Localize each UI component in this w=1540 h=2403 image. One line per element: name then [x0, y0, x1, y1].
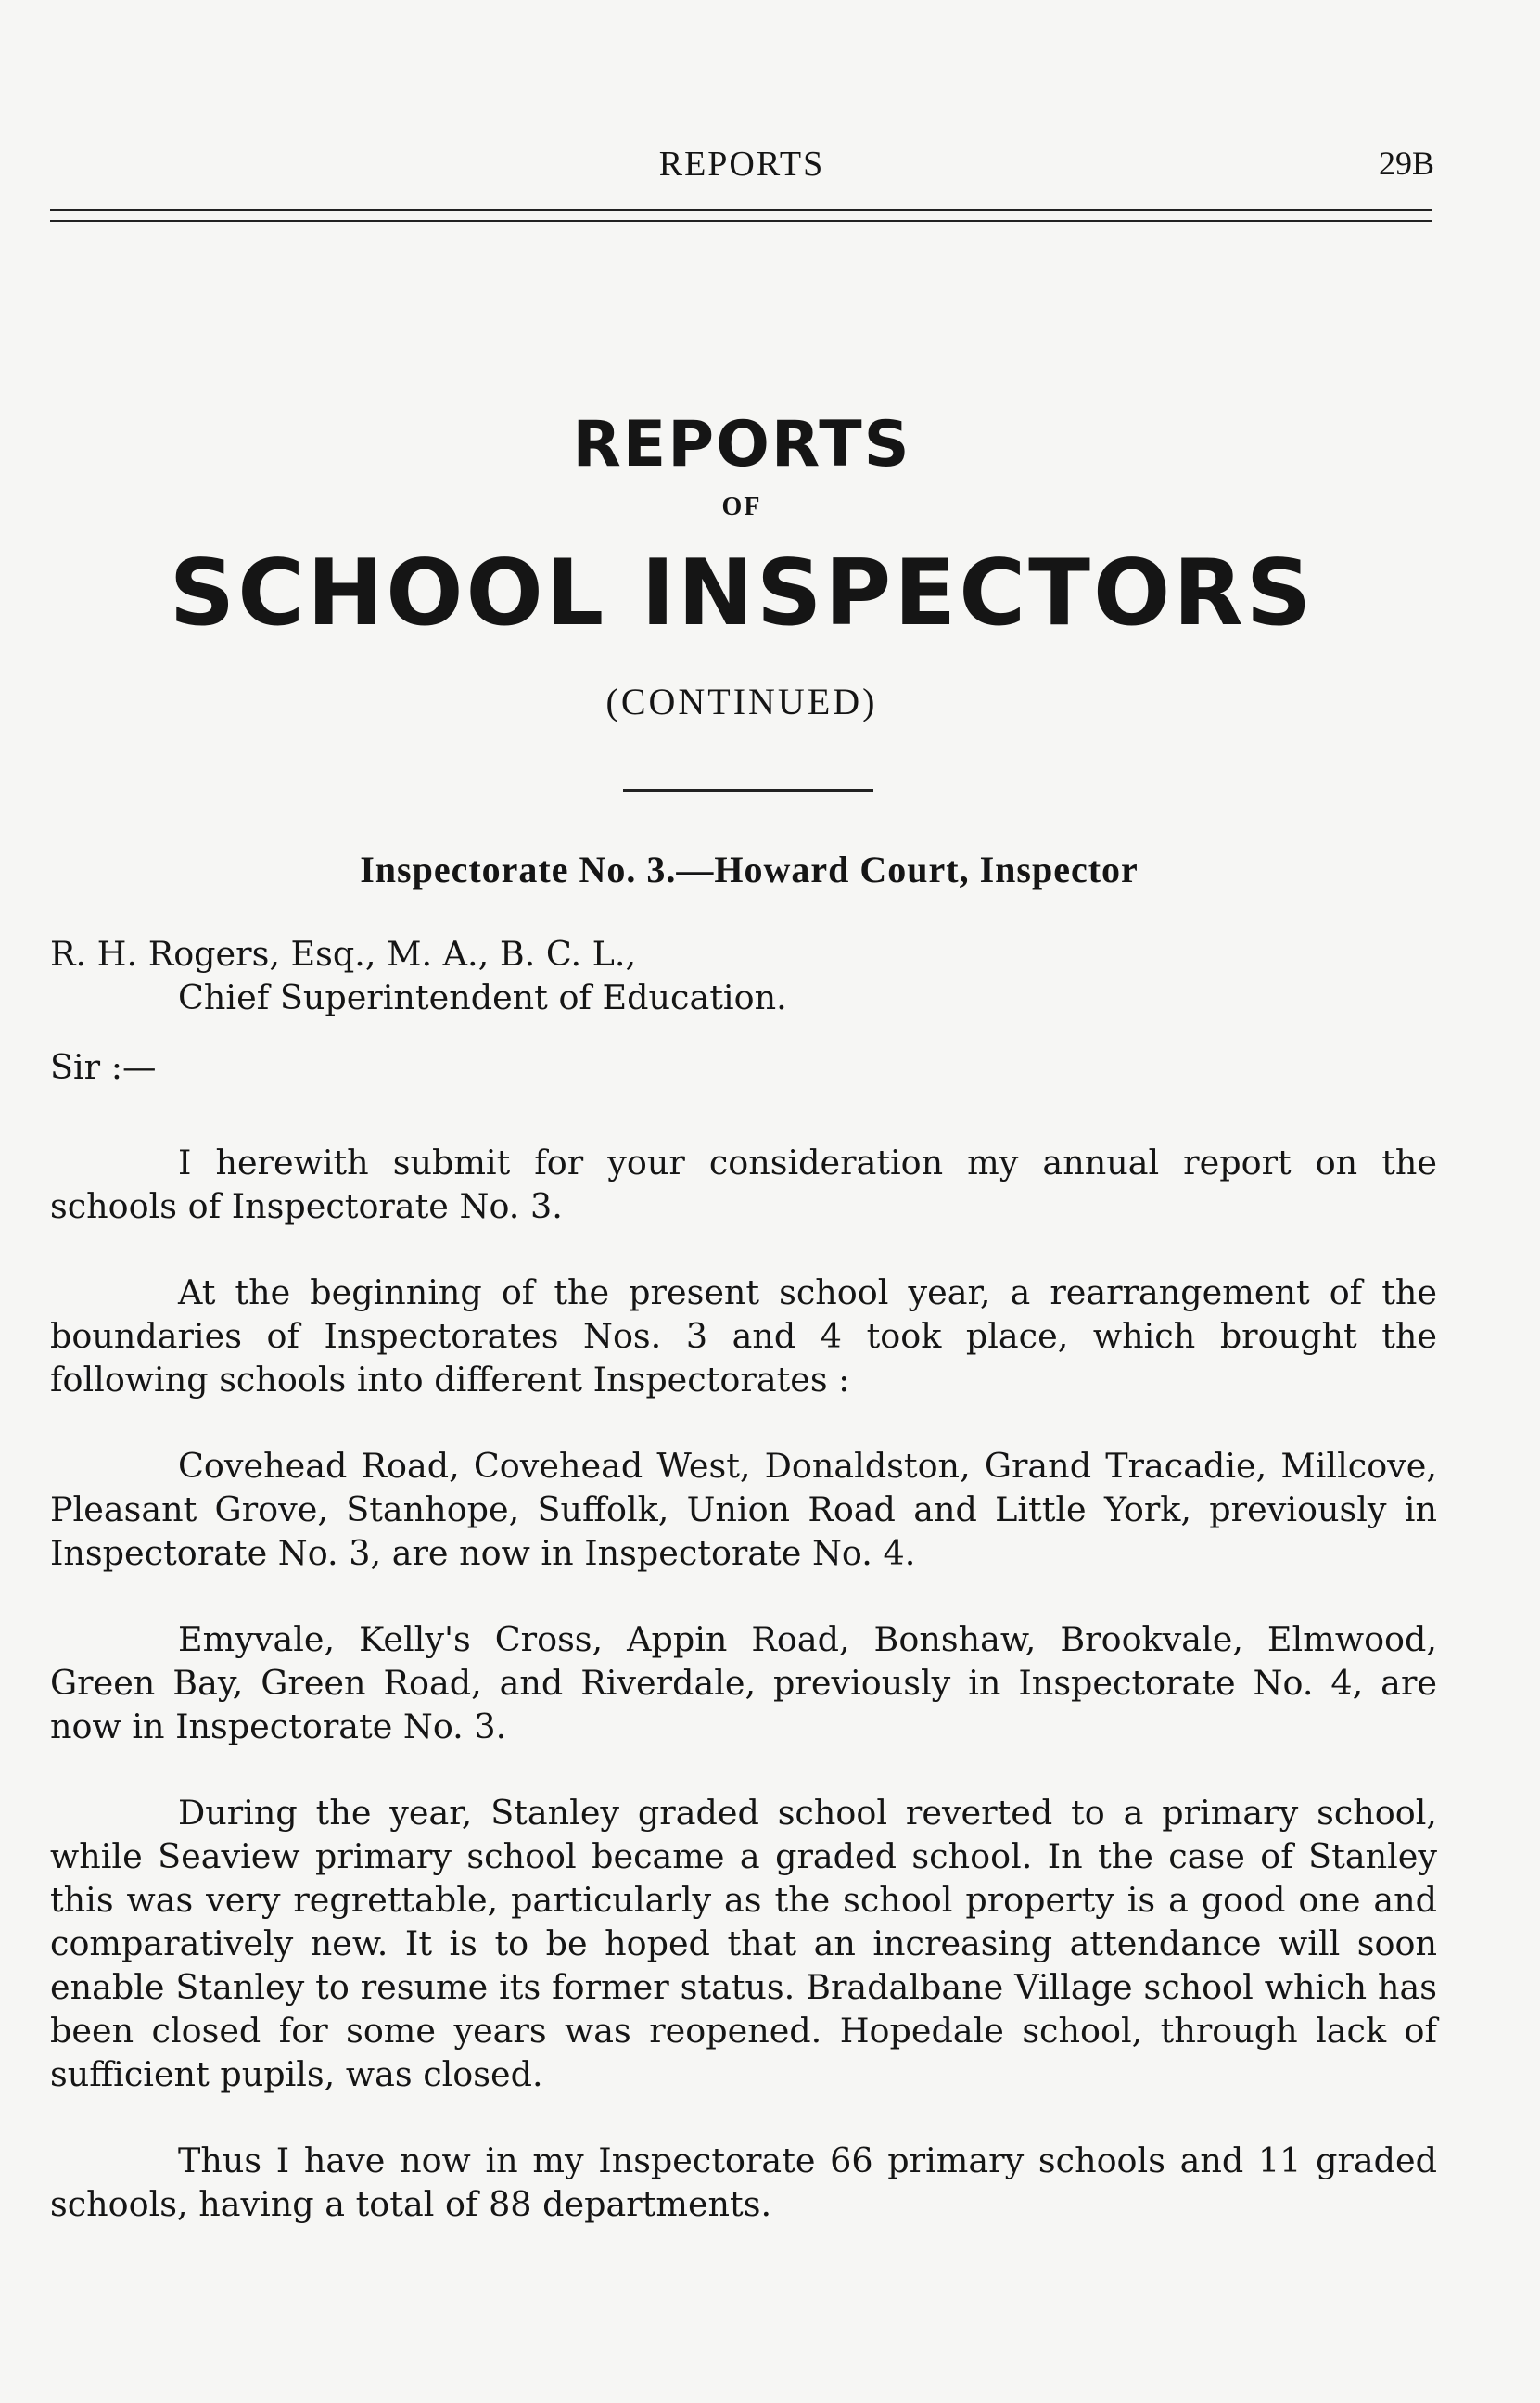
letter-body	[50, 932, 1437, 2226]
salutation: Sir :—	[50, 1047, 157, 1087]
running-header	[0, 144, 1540, 190]
title-continued: (CONTINUED)	[605, 681, 878, 722]
section-divider	[623, 789, 873, 792]
paragraph: I herewith submit for your consideration my annual report on the schools of Inspectorate No. 3.	[50, 1143, 1437, 1226]
paragraph: At the beginning of the present school year, a rearrangement of the boundaries of Inspectorates Nos. 3 and 4 took place, which brought the following schools into different Inspectorates :	[50, 1272, 1437, 1400]
page-number: 29B	[1378, 145, 1434, 182]
address-line-1: R. H. Rogers, Esq., M. A., B. C. L.,	[50, 934, 637, 974]
paragraph: Covehead Road, Covehead West, Donaldston, Grand Tracadie, Millcove, Pleasant Grove, Stanhope, Suffolk, Union Road and Little York, previously in Inspectorate No. 3, are now in Inspectorate No. 4.	[50, 1446, 1437, 1573]
paragraph: During the year, Stanley graded school reverted to a primary school, while Seaview primary school became a graded school. In the case of Stanley this was very regrettable, particularly as the school property is a good one and comparatively new. It is to be hoped that an increasing attendance will soon enable Stanley to resume its former status. Bradalbane Village school which has been closed for some years was reopened. Hopedale school, through lack of sufficient pupils, was closed.	[50, 1793, 1437, 2094]
address-line-2: Chief Superintendent of Education.	[178, 978, 787, 1017]
title-reports: REPORTS	[572, 408, 911, 481]
paragraph: Emyvale, Kelly's Cross, Appin Road, Bonshaw, Brookvale, Elmwood, Green Bay, Green Road, and Riverdale, previously in Inspectorate No. 4, are now in Inspectorate No. 3.	[50, 1619, 1437, 1746]
title-of: OF	[721, 492, 762, 521]
title-block	[0, 403, 1483, 723]
section-heading: Inspectorate No. 3.—Howard Court, Inspector	[360, 849, 1139, 890]
running-title: REPORTS	[658, 145, 825, 184]
header-double-rule	[50, 209, 1432, 222]
paragraph: Thus I have now in my Inspectorate 66 primary schools and 11 graded schools, having a total of 88 departments.	[50, 2141, 1437, 2224]
title-school-inspectors: SCHOOL INSPECTORS	[169, 541, 1315, 646]
